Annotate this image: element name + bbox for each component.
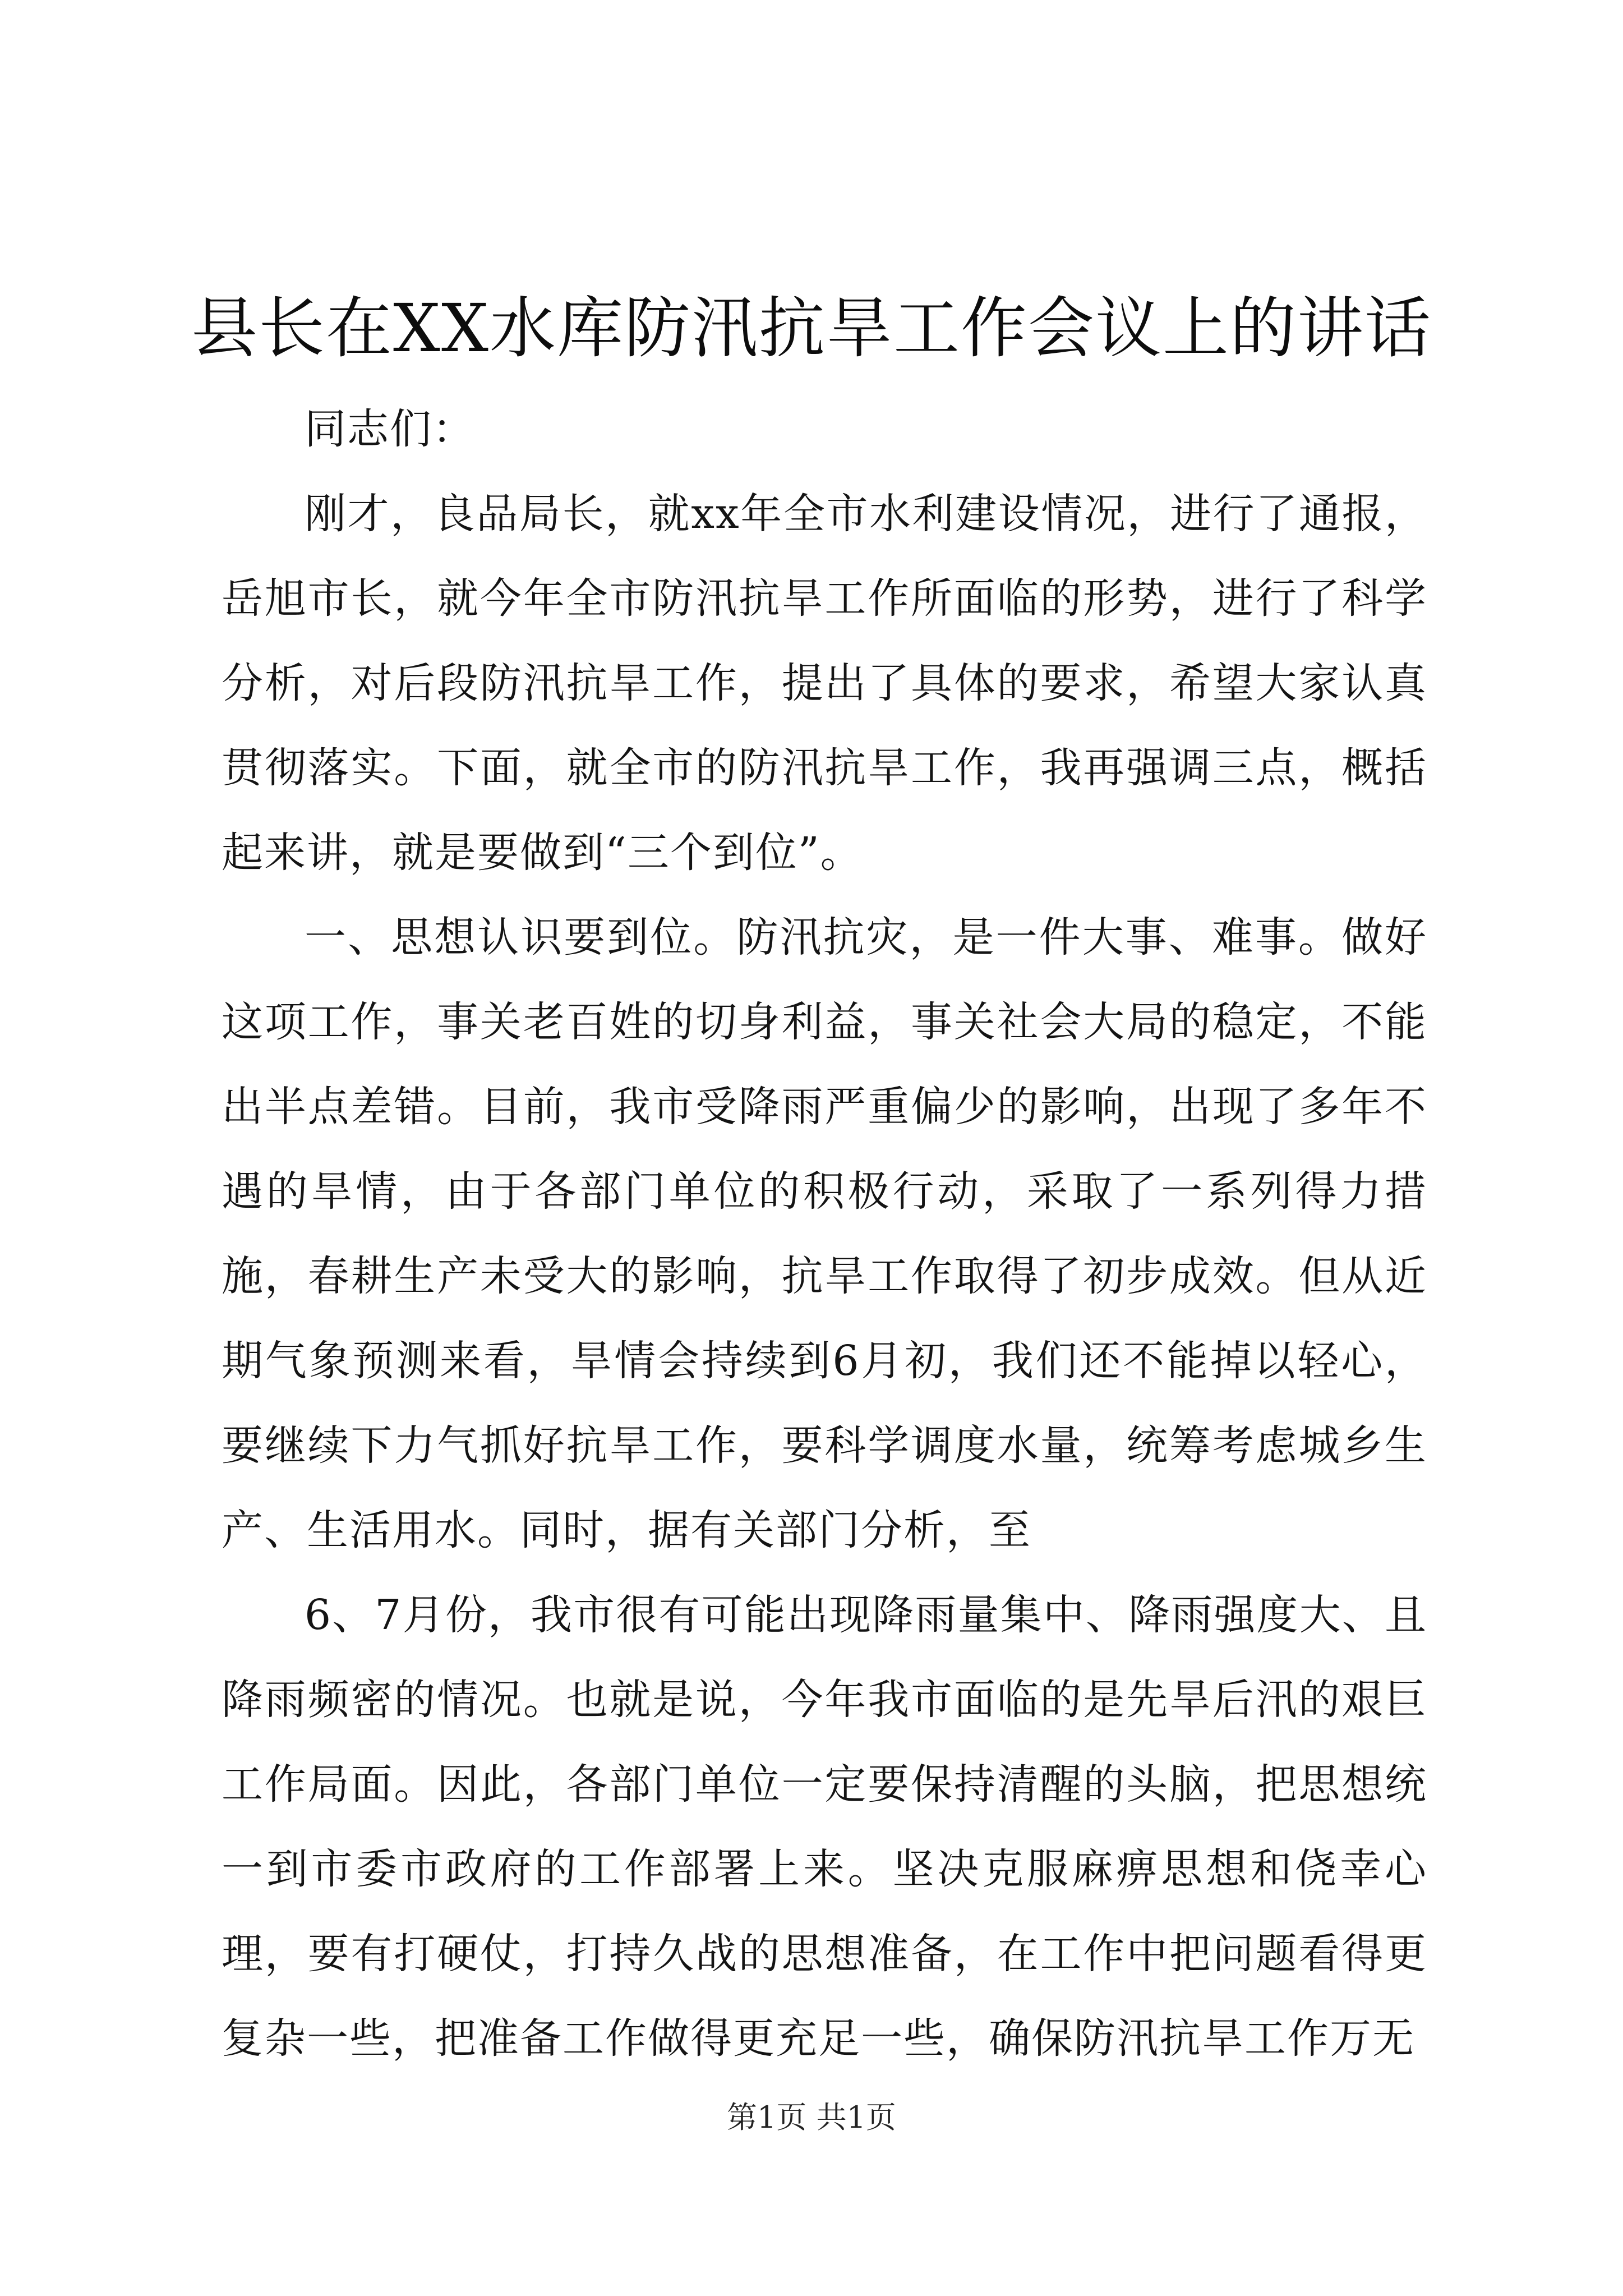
salutation-paragraph: 同志们： [305,405,475,453]
document-body [222,387,1427,2081]
body-paragraph: 6、7月份，我市很有可能出现降雨量集中、降雨强度大、且降雨频密的情况。也就是说，今年我市面临的是先旱后汛的艰巨工作局面。因此，各部门单位一定要保持清醒的头脑，把思想统一到市委市政府的工作部署上来。坚决克服麻痹思想和侥幸心理，要有打硬仗，打持久战的思想准备，在工作中把问题看得更复杂一些，把准备工作做得更充足一些，确保防汛抗旱工作万无 [222,1591,1427,2063]
body-paragraph: 刚才，良品局长，就xx年全市水利建设情况，进行了通报，岳旭市长，就今年全市防汛抗旱工作所面临的形势，进行了科学分析，对后段防汛抗旱工作，提出了具体的要求，希望大家认真贯彻落实。下面，就全市的防汛抗旱工作，我再强调三点，概括起来讲，就是要做到“三个到位”。 [222,490,1427,877]
body-paragraph: 一、思想认识要到位。防汛抗灾，是一件大事、难事。做好这项工作，事关老百姓的切身利益，事关社会大局的稳定，不能出半点差错。目前，我市受降雨严重偏少的影响，出现了多年不遇的旱情，由于各部门单位的积极行动，采取了一系列得力措施，春耕生产未受大的影响，抗旱工作取得了初步成效。但从近期气象预测来看，旱情会持续到6月初，我们还不能掉以轻心，要继续下力气抓好抗旱工作，要科学调度水量，统筹考虑城乡生产、生活用水。同时，据有关部门分析，至 [222,913,1427,1554]
document-title: 县长在XX水库防汛抗旱工作会议上的讲话 [191,289,1432,367]
page-footer: 第1页 共1页 [727,2100,896,2135]
